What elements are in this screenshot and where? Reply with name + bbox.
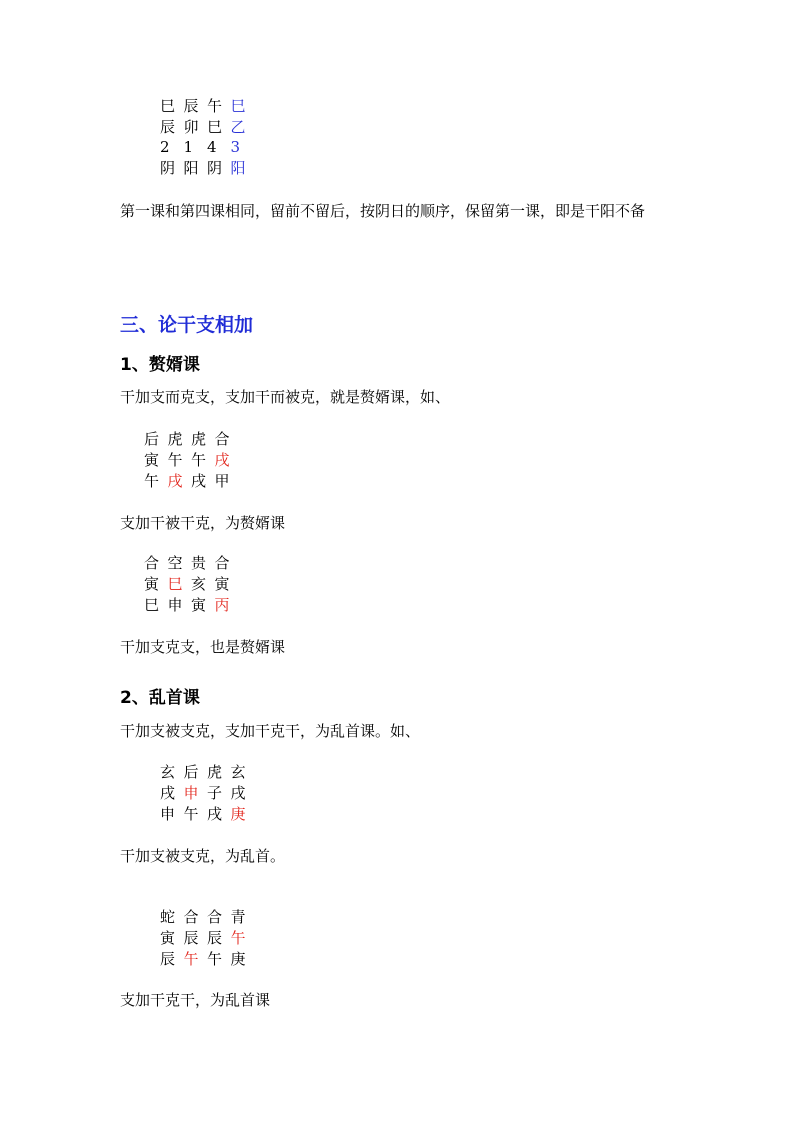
grid-cell: 申 [167, 596, 183, 614]
grid-row [160, 928, 254, 948]
paragraph-luanshou-note-1: 干加支被支克，为乱首。 [120, 847, 286, 865]
grid-row [144, 595, 238, 615]
grid-cell: 4 [207, 138, 217, 156]
grid-cell: 虎 [167, 430, 183, 448]
grid-cell: 阴 [160, 158, 176, 177]
grid-cell: 午 [230, 929, 246, 947]
grid-cell: 卯 [183, 117, 199, 136]
paragraph-zhuixu-note-1: 支加干被干克，为赘婿课 [120, 514, 286, 532]
grid-row [144, 471, 238, 491]
grid-cell: 合 [214, 554, 230, 572]
grid-cell: 午 [183, 805, 199, 823]
grid-cell: 寅 [191, 596, 207, 614]
grid-cell: 虎 [207, 763, 223, 781]
grid-row [144, 553, 238, 573]
grid-cell: 午 [183, 950, 199, 968]
section-title: 三、论干支相加 [120, 314, 254, 336]
grid-cell: 戌 [191, 472, 207, 490]
grid-row [160, 949, 254, 969]
grid-cell: 戌 [167, 472, 183, 490]
grid-cell: 玄 [230, 763, 246, 781]
grid-cell: 寅 [160, 929, 176, 947]
grid-cell: 合 [183, 908, 199, 926]
grid-row [160, 158, 254, 178]
grid-cell: 虎 [191, 430, 207, 448]
grid-cell: 辰 [160, 117, 176, 136]
grid-cell: 巳 [160, 97, 176, 115]
grid-cell: 2 [160, 138, 170, 156]
grid-cell: 合 [144, 554, 160, 572]
grid-cell: 子 [207, 784, 223, 802]
grid-cell: 戌 [214, 451, 230, 469]
grid-cell: 辰 [183, 97, 199, 115]
paragraph-zhuixu-note-2: 干加支克支，也是赘婿课 [120, 638, 286, 656]
grid-cell: 巳 [230, 97, 246, 115]
grid-cell: 寅 [144, 451, 160, 469]
grid-cell: 空 [167, 554, 183, 572]
grid-cell: 庚 [230, 950, 246, 968]
grid-cell: 巳 [144, 596, 160, 614]
subsection-title-luanshou: 2、乱首课 [120, 688, 200, 708]
grid-row [160, 783, 254, 803]
grid-cell: 贵 [191, 554, 207, 572]
grid-cell: 蛇 [160, 908, 176, 926]
grid-cell: 戌 [160, 784, 176, 802]
grid-row [144, 429, 238, 449]
grid-cell: 巳 [207, 117, 223, 136]
grid-cell: 阴 [207, 158, 223, 177]
grid-cell: 午 [167, 451, 183, 469]
grid-cell: 午 [207, 97, 223, 115]
grid-cell: 玄 [160, 763, 176, 781]
grid-cell: 合 [214, 430, 230, 448]
grid-cell: 丙 [214, 596, 230, 614]
paragraph-luanshou-intro: 干加支被支克，支加干克干，为乱首课。如、 [120, 722, 421, 740]
grid-row [160, 117, 254, 137]
grid-cell: 亥 [191, 575, 207, 593]
paragraph-luanshou-note-2: 支加干克干，为乱首课 [120, 991, 271, 1009]
grid-cell: 青 [230, 908, 246, 926]
grid-cell: 辰 [183, 929, 199, 947]
grid-row [160, 907, 254, 927]
subsection-title-zhuixu: 1、赘婿课 [120, 355, 200, 375]
grid-cell: 3 [230, 138, 241, 156]
grid-cell: 甲 [214, 472, 230, 490]
grid-cell: 戌 [230, 784, 246, 802]
grid-cell: 寅 [144, 575, 160, 593]
grid-cell: 后 [144, 430, 160, 448]
grid-cell: 巳 [167, 575, 183, 593]
grid-cell: 乙 [230, 117, 246, 136]
paragraph-zhuixu-intro: 干加支而克支，支加干而被克，就是赘婿课，如、 [120, 388, 451, 406]
grid-cell: 阳 [183, 158, 199, 177]
grid-cell: 阳 [230, 158, 246, 177]
grid-row [160, 804, 254, 824]
grid-cell: 1 [183, 138, 194, 156]
grid-cell: 申 [160, 805, 176, 823]
paragraph-bu-bei: 第一课和第四课相同，留前不留后，按阴日的顺序，保留第一课，即是干阳不备 [120, 202, 646, 220]
grid-row [144, 450, 238, 470]
grid-cell: 后 [183, 763, 199, 781]
grid-cell: 戌 [207, 805, 223, 823]
grid-cell: 辰 [160, 950, 176, 968]
grid-row [160, 137, 254, 157]
grid-cell: 庚 [230, 805, 246, 823]
grid-row [160, 96, 254, 116]
grid-row [144, 574, 238, 594]
grid-cell: 合 [207, 908, 223, 926]
grid-cell: 申 [183, 784, 199, 802]
grid-row [160, 762, 254, 782]
grid-cell: 午 [144, 472, 160, 490]
grid-cell: 寅 [214, 575, 230, 593]
grid-cell: 辰 [207, 929, 223, 947]
grid-cell: 午 [191, 451, 207, 469]
grid-cell: 午 [207, 950, 223, 968]
